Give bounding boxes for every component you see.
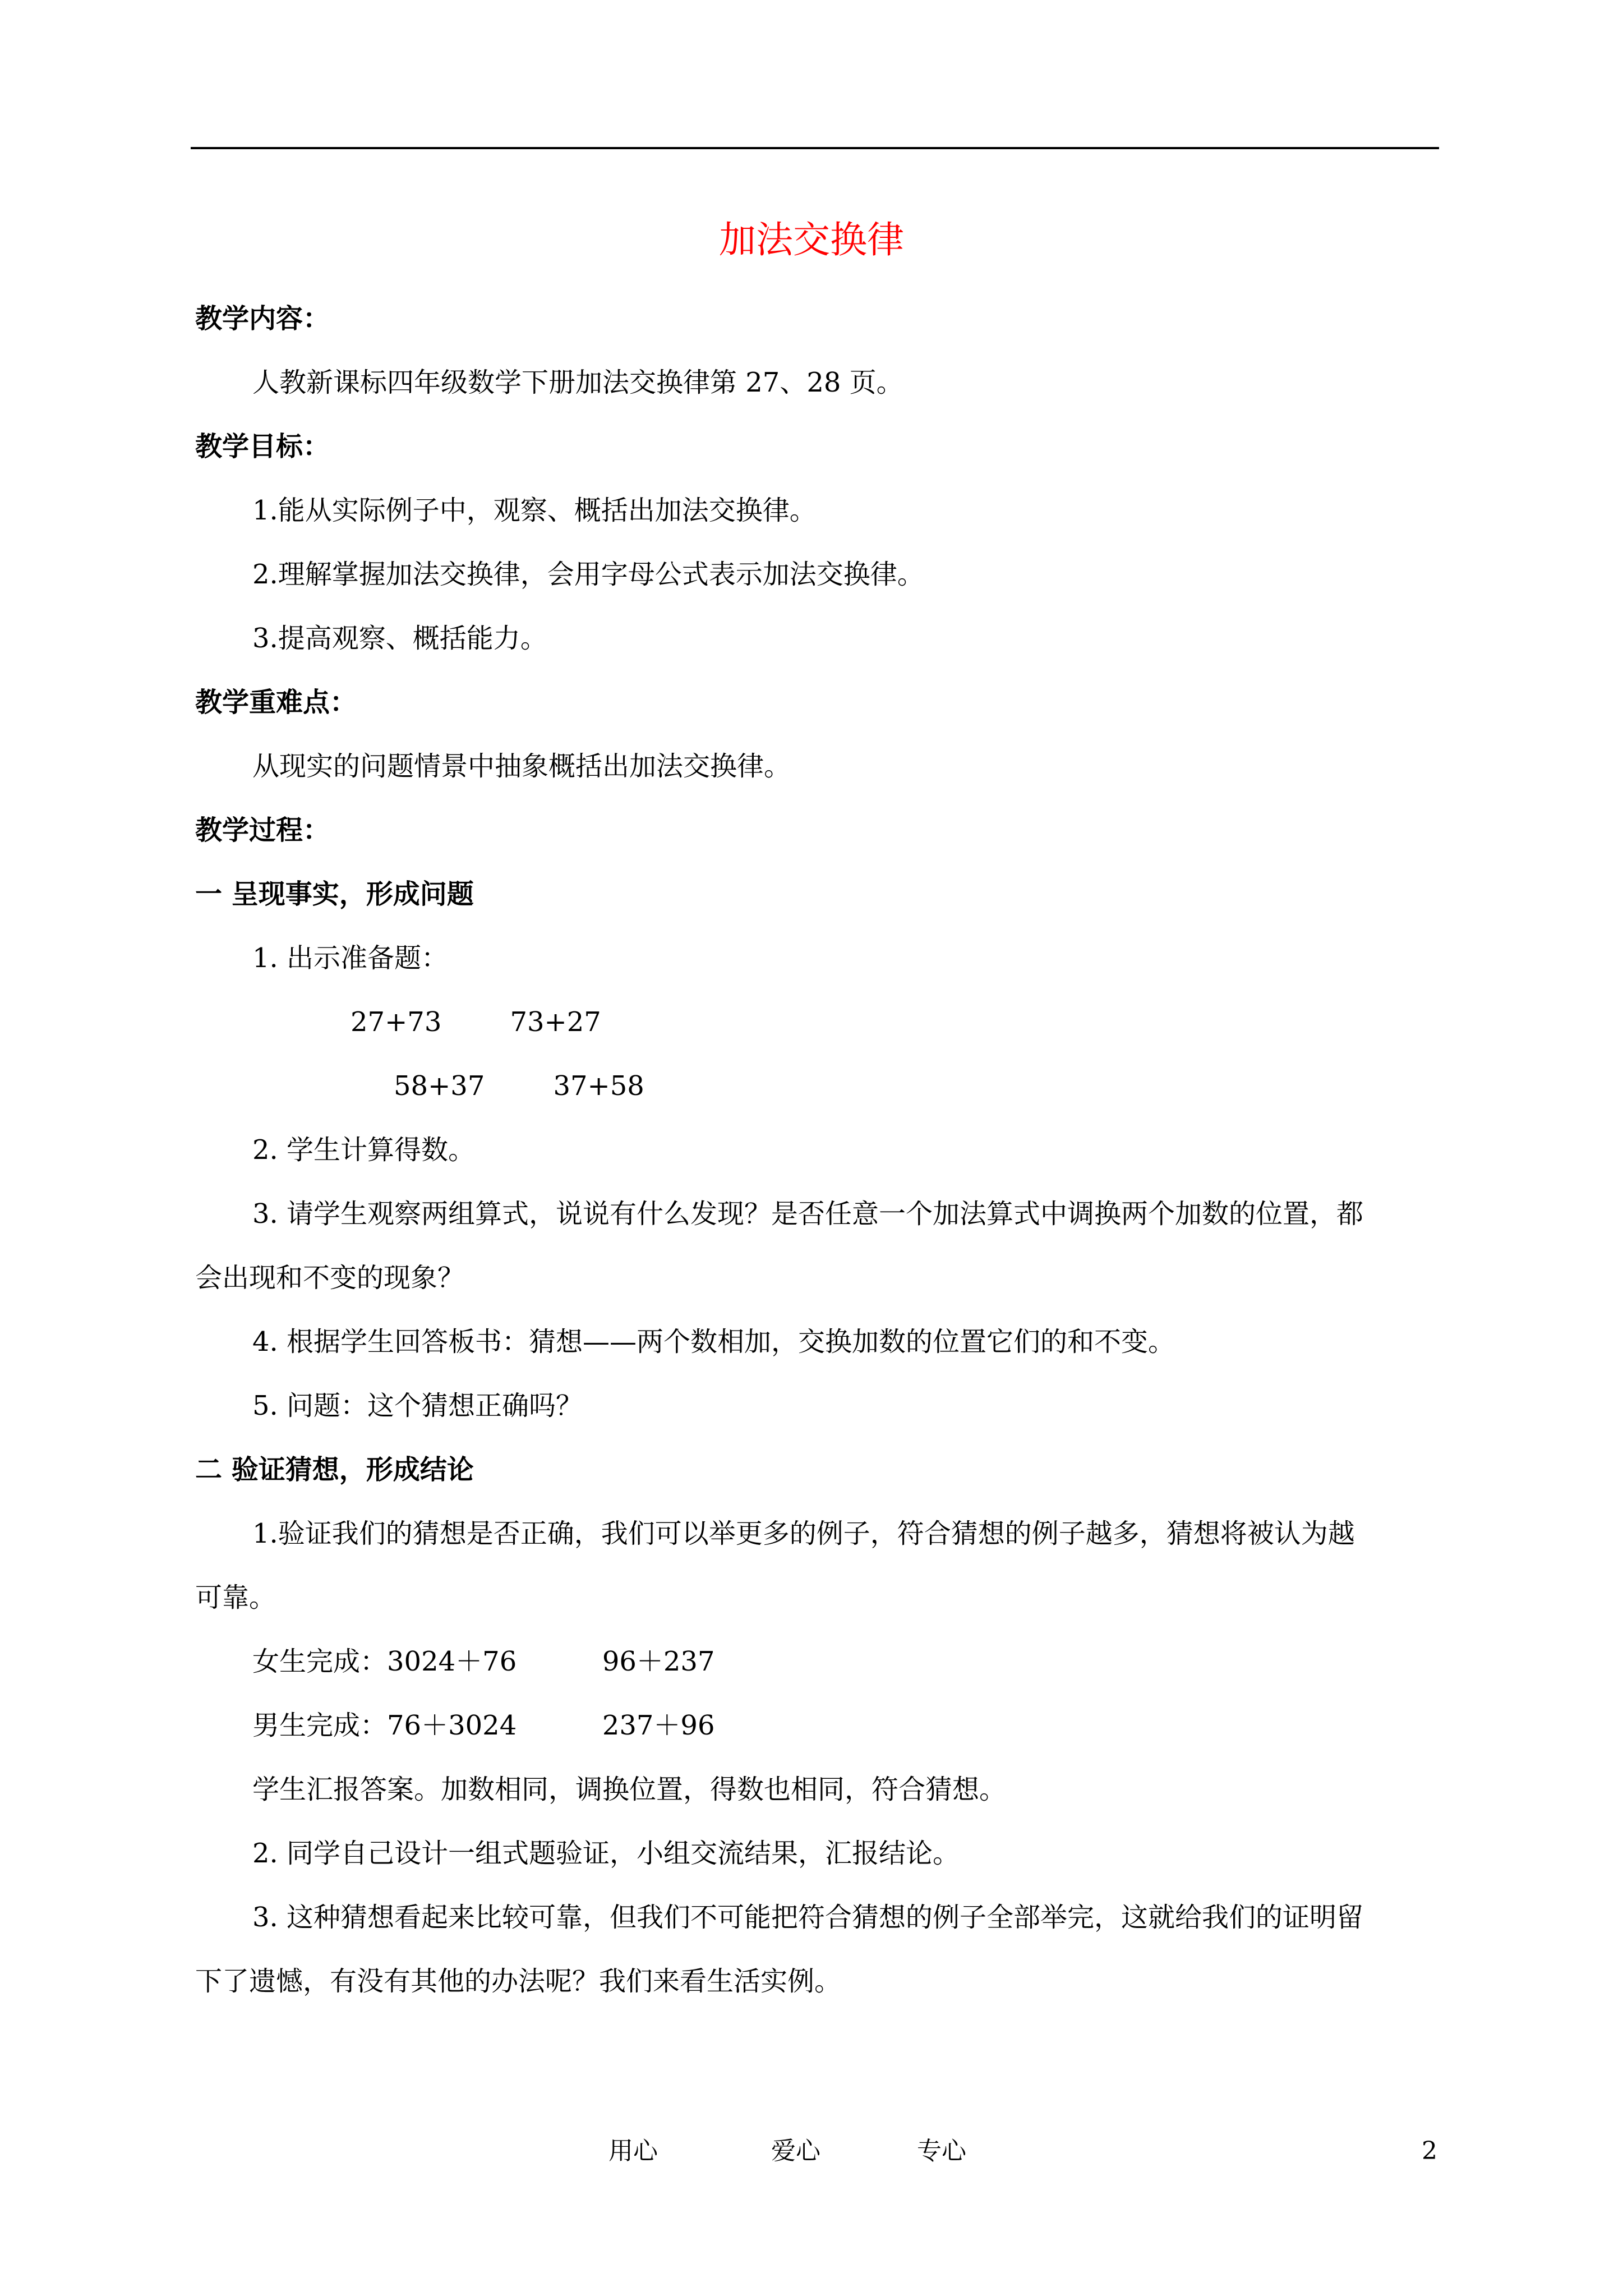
equation-row-1: 27+73 73+27 [351,1006,601,1038]
heading-key-points: 教学重难点： [195,687,357,718]
students-report: 学生汇报答案。加数相同，调换位置，得数也相同，符合猜想。 [252,1774,1007,1805]
step-3: 3. 请学生观察两组算式，说说有什么发现？是否任意一个加法算式中调换两个加数的位置，都 [252,1198,1364,1230]
boys-exercise: 男生完成：76＋3024 237＋96 [252,1710,715,1741]
verify-step-2: 2. 同学自己设计一组式题验证，小组交流结果，汇报结论。 [252,1838,960,1869]
page-number: 2 [1422,2137,1437,2165]
footer-middle: 爱心 [771,2137,820,2165]
heading-content: 教学内容： [195,303,330,334]
section-2-heading: 二 验证猜想，形成结论 [195,1454,474,1485]
objective-3: 3.提高观察、概括能力。 [252,623,547,654]
paragraph-content: 人教新课标四年级数学下册加法交换律第 27、28 页。 [252,367,903,398]
verify-step-3: 3. 这种猜想看起来比较可靠，但我们不可能把符合猜想的例子全部举完，这就给我们的证明留 [252,1902,1364,1933]
step-2: 2. 学生计算得数。 [252,1134,476,1166]
objective-1: 1.能从实际例子中，观察、概括出加法交换律。 [252,495,817,526]
paragraph-key-points: 从现实的问题情景中抽象概括出加法交换律。 [252,751,791,782]
header-rule [191,147,1439,149]
girls-exercise: 女生完成：3024＋76 96＋237 [252,1646,715,1677]
step-1: 1. 出示准备题： [252,942,449,974]
verify-step-3-continued: 下了遗憾，有没有其他的办法呢？我们来看生活实例。 [195,1966,842,1997]
verify-step-1: 1.验证我们的猜想是否正确，我们可以举更多的例子，符合猜想的例子越多，猜想将被认为越 [252,1518,1355,1549]
footer-right: 专心 [917,2137,966,2165]
verify-step-1-continued: 可靠。 [195,1582,276,1613]
section-1-heading: 一 呈现事实，形成问题 [195,878,474,910]
footer-left: 用心 [608,2137,658,2165]
heading-process: 教学过程： [195,815,330,846]
equation-row-2: 58+37 37+58 [394,1070,644,1102]
step-5: 5. 问题：这个猜想正确吗？ [252,1390,583,1421]
heading-objectives: 教学目标： [195,431,330,462]
step-4: 4. 根据学生回答板书：猜想——两个数相加，交换加数的位置它们的和不变。 [252,1326,1175,1358]
step-3-continued: 会出现和不变的现象？ [195,1262,465,1294]
objective-2: 2.理解掌握加法交换律，会用字母公式表示加法交换律。 [252,559,924,590]
document-title: 加法交换律 [719,218,904,261]
